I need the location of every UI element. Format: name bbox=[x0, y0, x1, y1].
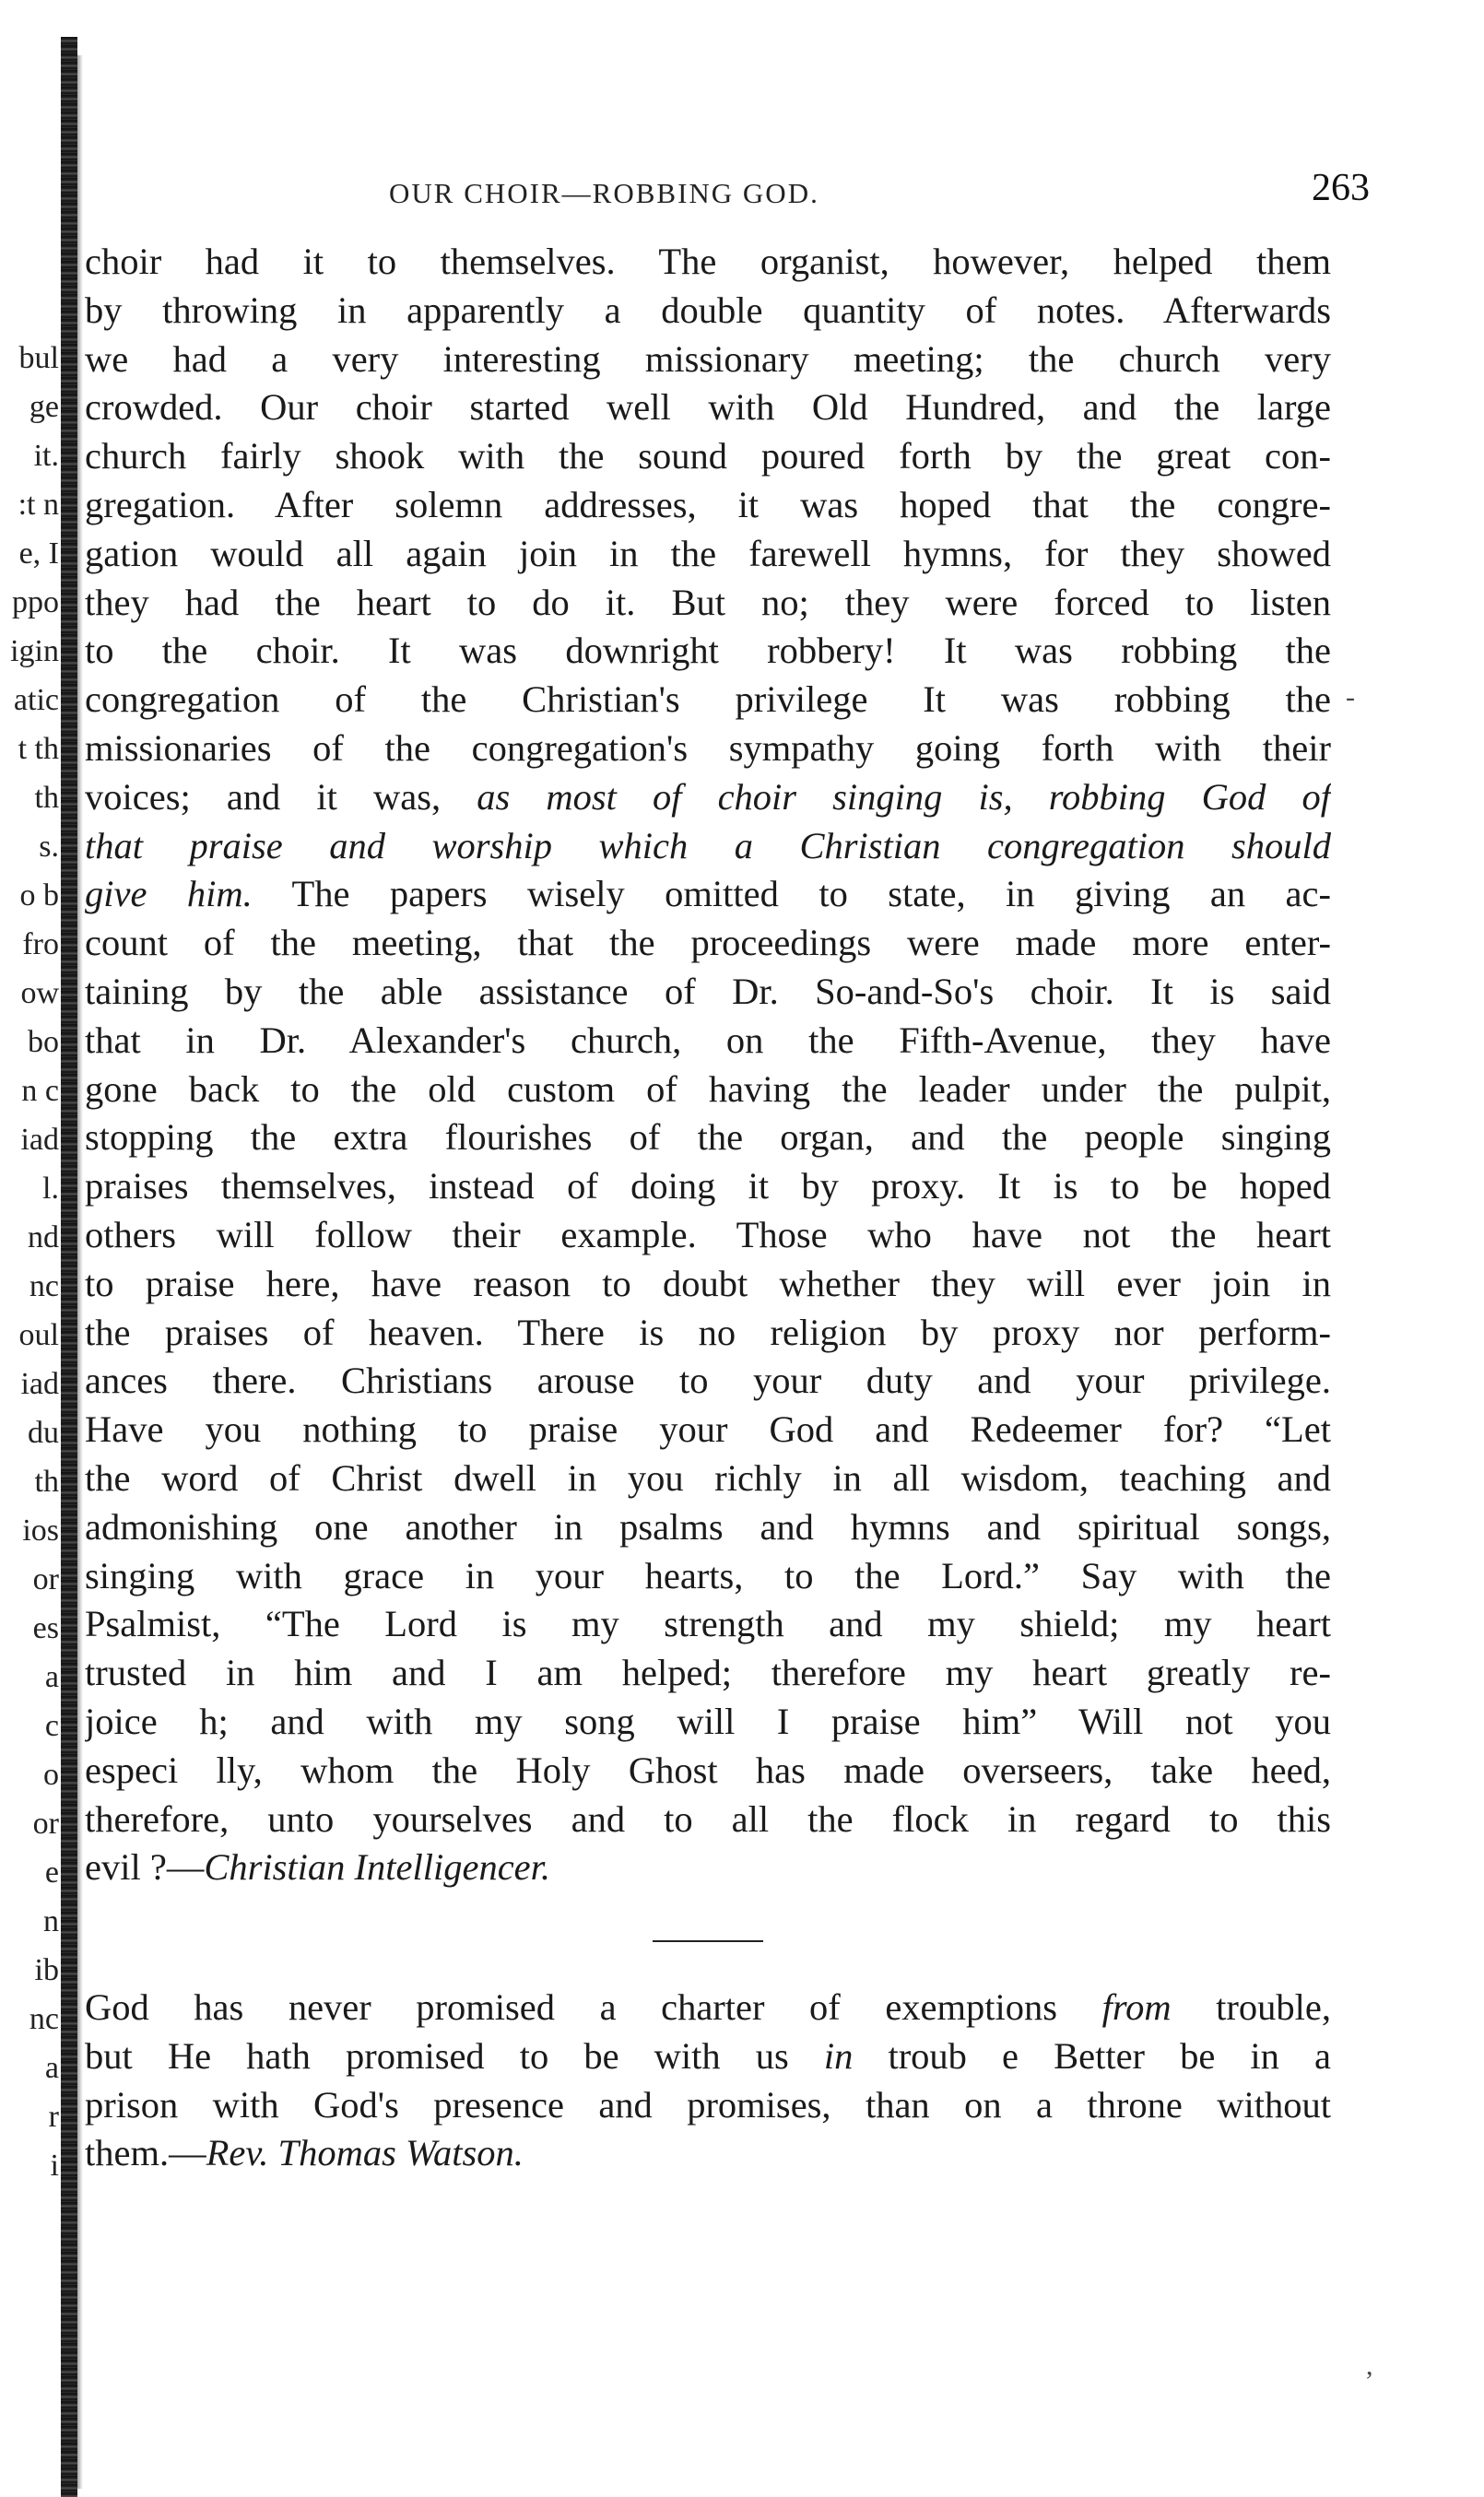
text-run: singing with grace in your hearts, to the Lord.” Say with the bbox=[85, 1554, 1331, 1596]
facing-page-fragment: or bbox=[32, 1807, 59, 1841]
article-body bbox=[85, 238, 1331, 1892]
text-run: we had a very interesting missionary meeting; the church very bbox=[85, 337, 1331, 380]
text-line bbox=[85, 1017, 1331, 1066]
text-line bbox=[85, 968, 1331, 1017]
italic-text: that praise and worship which a Christian congregation should bbox=[85, 824, 1331, 866]
text-run: to praise here, have reason to doubt whether they will ever join in bbox=[85, 1262, 1331, 1304]
text-line bbox=[85, 773, 1331, 822]
text-run: praises themselves, instead of doing it by proxy. It is to be hoped bbox=[85, 1165, 1331, 1207]
text-line bbox=[85, 1747, 1331, 1796]
italic-text: Christian Intelligencer. bbox=[204, 1846, 551, 1889]
text-line bbox=[85, 432, 1331, 481]
section-divider bbox=[653, 1940, 763, 1942]
facing-page-fragment: ow bbox=[20, 976, 59, 1010]
binding-shadow bbox=[77, 55, 83, 2489]
text-line bbox=[85, 481, 1331, 530]
facing-page-fragment: ge bbox=[29, 390, 59, 424]
facing-page-fragment: ib bbox=[34, 1953, 59, 1987]
margin-mark: , bbox=[1366, 2350, 1373, 2381]
facing-page-fragment: t th bbox=[18, 732, 59, 766]
text-line bbox=[85, 238, 1331, 287]
text-line bbox=[85, 1162, 1331, 1211]
facing-page-fragments bbox=[0, 341, 61, 2369]
text-run: count of the meeting, that the proceedings were made more enter- bbox=[85, 922, 1331, 964]
page-number: 263 bbox=[1312, 167, 1370, 209]
text-run: therefore, unto yourselves and to all the flock in regard to this bbox=[85, 1797, 1331, 1840]
text-run: prison with God's presence and promises, than on a throne without bbox=[85, 2083, 1331, 2126]
text-line bbox=[85, 287, 1331, 336]
text-run: joice h; and with my song will I praise him” Will not you bbox=[85, 1700, 1331, 1742]
text-line bbox=[85, 1843, 1331, 1892]
facing-page-fragment: c bbox=[44, 1709, 59, 1743]
text-run: to the choir. It was downright robbery! It was robbing the bbox=[85, 630, 1331, 672]
facing-page-fragment: o b bbox=[19, 878, 59, 913]
text-line bbox=[85, 1455, 1331, 1503]
facing-page-fragment: es bbox=[32, 1611, 59, 1645]
facing-page-fragment: r bbox=[48, 2100, 59, 2134]
text-line bbox=[85, 1211, 1331, 1260]
text-run: trusted in him and I am helped; therefore my heart greatly re- bbox=[85, 1652, 1331, 1694]
facing-page-fragment: nd bbox=[28, 1220, 59, 1254]
running-head: OUR CHOIR—ROBBING GOD. bbox=[389, 177, 819, 209]
text-run: voices; and it was, bbox=[85, 775, 477, 818]
text-run: ances there. Christians arouse to your duty and your privilege. bbox=[85, 1360, 1331, 1402]
facing-page-fragment: or bbox=[32, 1562, 59, 1596]
text-line bbox=[85, 627, 1331, 676]
text-line bbox=[85, 724, 1331, 773]
text-run: the word of Christ dwell in you richly in all wisdom, teaching and bbox=[85, 1456, 1331, 1499]
italic-text: give him. bbox=[85, 873, 253, 915]
text-run: admonishing one another in psalms and hymns and spiritual songs, bbox=[85, 1505, 1331, 1548]
text-run: the praises of heaven. There is no religion by proxy nor perform- bbox=[85, 1311, 1331, 1353]
facing-page-fragment: bul bbox=[18, 341, 59, 375]
text-run: choir had it to themselves. The organist, however, helped them bbox=[85, 241, 1331, 282]
margin-mark: - bbox=[1346, 682, 1355, 713]
facing-page-fragment: s. bbox=[39, 830, 59, 864]
facing-page-fragment: n c bbox=[21, 1074, 59, 1108]
text-run: others will follow their example. Those who have not the heart bbox=[85, 1213, 1331, 1255]
text-run: gation would all again join in the farewell hymns, for they showed bbox=[85, 532, 1331, 574]
facing-page-fragment: bo bbox=[28, 1025, 59, 1059]
facing-page-fragment: iad bbox=[20, 1367, 59, 1401]
quote-line bbox=[85, 2080, 1331, 2129]
text-run: especi lly, whom the Holy Ghost has made overseers, take heed, bbox=[85, 1749, 1331, 1791]
text-line bbox=[85, 1357, 1331, 1406]
italic-text: Rev. Thomas Watson. bbox=[206, 2132, 524, 2174]
text-run: Have you nothing to praise your God and Redeemer for? “Let bbox=[85, 1408, 1331, 1451]
text-run: that in Dr. Alexander's church, on the Fifth-Avenue, they have bbox=[85, 1019, 1331, 1061]
facing-page-fragment: ios bbox=[22, 1514, 59, 1548]
text-line bbox=[85, 1066, 1331, 1114]
facing-page-fragment: du bbox=[28, 1416, 59, 1450]
text-run: gregation. After solemn addresses, it was hoped that the congre- bbox=[85, 483, 1331, 525]
italic-text: as most of choir singing is, robbing God of bbox=[477, 775, 1331, 818]
text-run: troub e Better be in a bbox=[853, 2034, 1331, 2077]
quote-line bbox=[85, 2032, 1331, 2080]
text-line bbox=[85, 1552, 1331, 1601]
text-line bbox=[85, 919, 1331, 968]
text-run: The papers wisely omitted to state, in giving an ac- bbox=[252, 873, 1331, 915]
facing-page-fragment: e bbox=[44, 1855, 59, 1890]
facing-page-fragment: a bbox=[44, 2051, 59, 2085]
text-line bbox=[85, 1309, 1331, 1358]
italic-text: from bbox=[1101, 1986, 1172, 2029]
text-line bbox=[85, 1649, 1331, 1698]
text-line bbox=[85, 530, 1331, 579]
text-run: missionaries of the congregation's sympathy going forth with their bbox=[85, 726, 1331, 769]
text-line bbox=[85, 1698, 1331, 1747]
text-line bbox=[85, 579, 1331, 628]
text-run: them.— bbox=[85, 2132, 206, 2174]
facing-page-fragment: oul bbox=[18, 1318, 59, 1352]
quote-line bbox=[85, 1983, 1331, 2032]
facing-page-fragment: nc bbox=[29, 2002, 59, 2036]
text-line bbox=[85, 383, 1331, 432]
text-line bbox=[85, 1113, 1331, 1162]
facing-page-fragment: i bbox=[50, 2149, 59, 2183]
facing-page-fragment: atic bbox=[13, 683, 59, 717]
facing-page-fragment: ppo bbox=[12, 585, 59, 619]
text-run: church fairly shook with the sound poured forth by the great con- bbox=[85, 435, 1331, 477]
text-run: evil ?— bbox=[85, 1846, 205, 1889]
text-line bbox=[85, 870, 1331, 919]
facing-page-fragment: it. bbox=[33, 439, 59, 473]
text-run: gone back to the old custom of having the leader under the pulpit, bbox=[85, 1067, 1331, 1110]
facing-page-fragment: e, I bbox=[18, 536, 59, 571]
text-line bbox=[85, 822, 1331, 871]
facing-page-fragment: fro bbox=[22, 927, 59, 961]
facing-page-fragment: a bbox=[44, 1660, 59, 1694]
facing-page-fragment: th bbox=[34, 1465, 59, 1499]
facing-page-fragment: iad bbox=[20, 1123, 59, 1157]
facing-page-fragment: l. bbox=[42, 1172, 59, 1206]
text-run: by throwing in apparently a double quantity of notes. Afterwards bbox=[85, 289, 1331, 331]
facing-page-fragment: n bbox=[43, 1904, 59, 1938]
facing-page-fragment: th bbox=[34, 781, 59, 815]
text-run: God has never promised a charter of exemptions bbox=[85, 1986, 1102, 2029]
italic-text: in bbox=[823, 2034, 854, 2077]
text-run: crowded. Our choir started well with Old Hundred, and the large bbox=[85, 386, 1331, 429]
facing-page-fragment: o bbox=[43, 1758, 59, 1792]
facing-page-fragment: nc bbox=[29, 1269, 59, 1303]
text-line bbox=[85, 336, 1331, 384]
closing-quote bbox=[85, 1983, 1331, 2177]
text-run: they had the heart to do it. But no; they were forced to listen bbox=[85, 581, 1331, 623]
text-line bbox=[85, 1796, 1331, 1844]
text-line bbox=[85, 1260, 1331, 1309]
text-run: trouble, bbox=[1171, 1986, 1331, 2029]
text-line bbox=[85, 1600, 1331, 1649]
text-run: congregation of the Christian's privilege It was robbing the bbox=[85, 678, 1331, 721]
facing-page-fragment: igin bbox=[10, 634, 59, 668]
text-line bbox=[85, 1406, 1331, 1455]
text-run: but He hath promised to be with us bbox=[85, 2034, 824, 2077]
text-run: Psalmist, “The Lord is my strength and my shield; my heart bbox=[85, 1603, 1331, 1645]
text-run: taining by the able assistance of Dr. So-and-So's choir. It is said bbox=[85, 970, 1331, 1012]
text-line bbox=[85, 676, 1331, 724]
quote-line bbox=[85, 2128, 1331, 2177]
page-header bbox=[85, 157, 1370, 221]
binding-gutter bbox=[61, 37, 77, 2497]
text-line bbox=[85, 1503, 1331, 1552]
text-run: stopping the extra flourishes of the organ, and the people singing bbox=[85, 1116, 1331, 1159]
book-page bbox=[85, 157, 1370, 2177]
facing-page-fragment: :t n bbox=[18, 488, 59, 522]
